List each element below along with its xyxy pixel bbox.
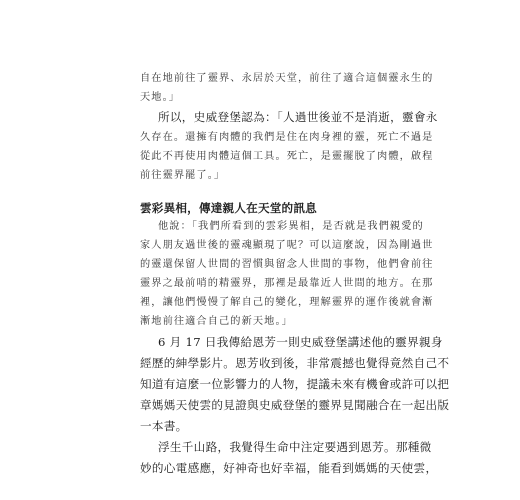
quote-line: 裡，讓他們慢慢了解自己的變化，理解靈界的運作後就會漸 [140,297,434,308]
quote-line: 前往靈界罷了。」 [140,170,226,181]
paragraph-line: 妙的心電感應，好神奇也好幸福，能看到媽媽的天使雲， [140,461,438,475]
quote-line: 靈界之最前哨的精靈界，那裡是最靠近人世間的地方。在那 [140,278,434,289]
quote-line: 他說：「我們所看到的雲彩異相，是否就是我們親愛的 [158,221,424,232]
quote-line: 的靈還保留人世間的習慣與留念人世間的事物，他們會前往 [140,259,434,270]
paragraph-line: 經歷的紳學影片。恩芳收到後，非常震撼也覺得竟然自己不 [140,356,450,370]
quote-line: 從此不再使用肉體這個工具。死亡，是靈擺脫了肉體，啟程 [140,151,434,162]
quote-line: 天地。」 [140,92,181,103]
paragraph-line: 6 月 17 日我傳給恩芳一則史威登堡講述他的靈界親身 [158,335,443,349]
quote-line: 漸地前往適合自己的新天地。」 [140,316,293,327]
quote-line: 自在地前往了靈界、永居於天堂，前往了適合這個靈永生的 [140,73,434,84]
quote-line: 家人朋友過世後的靈魂顯現了呢？可以這麼說，因為剛過世 [140,240,434,251]
paragraph-line: 章媽媽天使雲的見證與史威登堡的靈界見聞融合在一起出版 [140,398,450,412]
quote-line: 久存在。還擁有肉體的我們是住在肉身裡的靈，死亡不過是 [140,132,434,143]
paragraph-line: 浮生千山路，我覺得生命中注定要遇到恩芳。那種微 [158,440,432,454]
paragraph-line: 一本書。 [140,419,188,433]
section-heading: 雲彩異相，傳達親人在天堂的訊息 [140,201,317,215]
paragraph-line: 所以，史威登堡認為：「人過世後並不是消逝，靈會永 [158,110,438,124]
paragraph-line: 知道有這麼一位影響力的人物，提議未來有機會或許可以把 [140,377,450,391]
